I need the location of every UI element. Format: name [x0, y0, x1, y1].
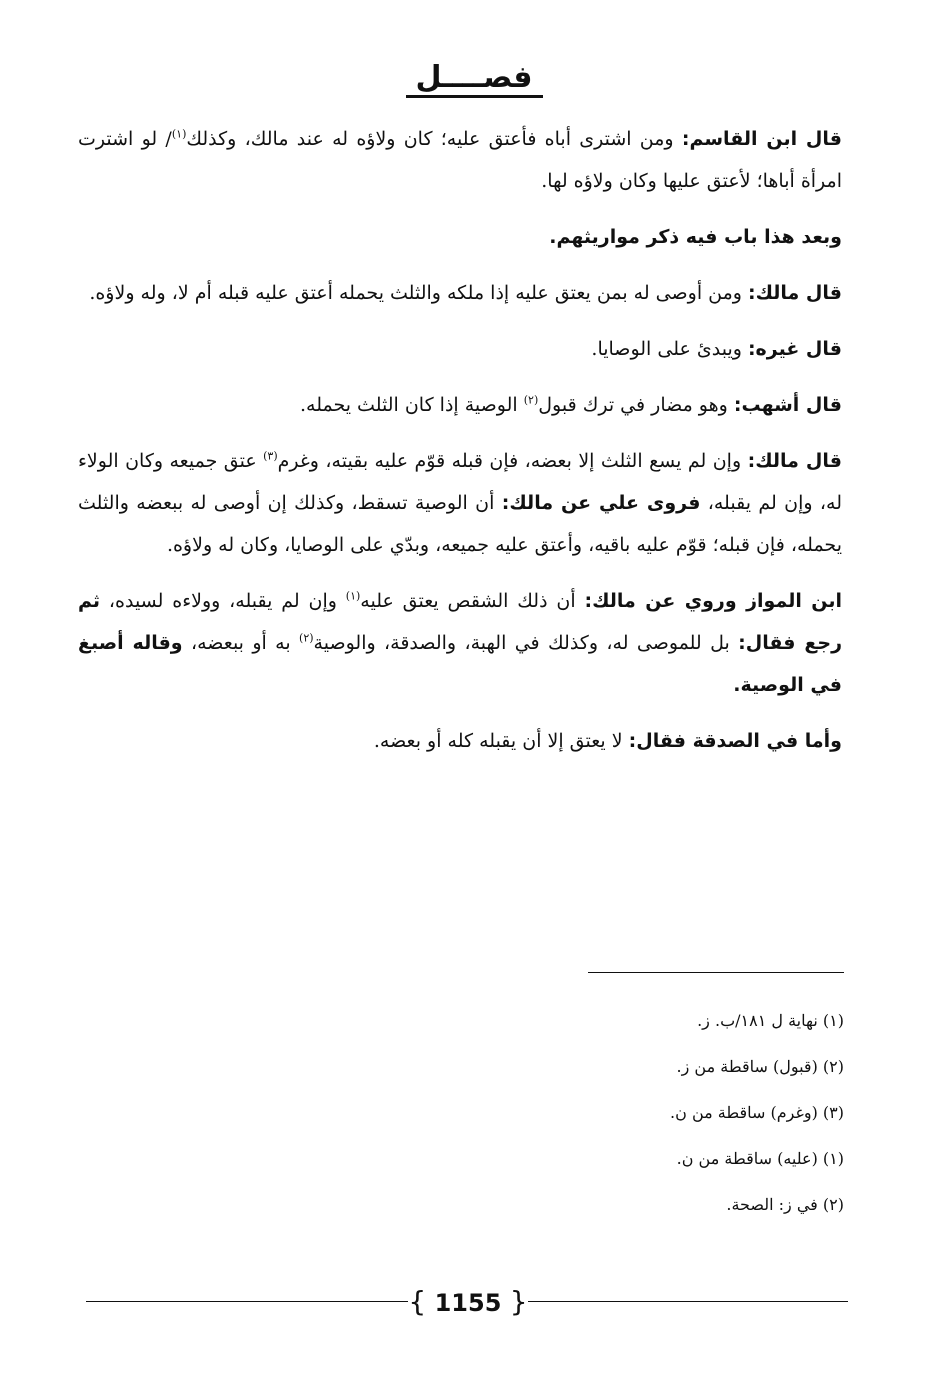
footnote: (٢) في ز: الصحة.	[726, 1195, 844, 1214]
footnotes	[300, 998, 844, 1228]
footnote: (١) نهاية ل ١٨١/ب. ز.	[697, 1011, 844, 1030]
paragraph	[78, 328, 842, 370]
paragraph-text: الوصية إذا كان الثلث يحمله.	[299, 394, 524, 416]
main-text	[78, 118, 842, 776]
bracket-right-icon: }	[509, 1285, 528, 1318]
speaker-label: فروى علي عن مالك:	[501, 492, 701, 514]
paragraph	[78, 720, 842, 762]
speaker-label: ثم رجع فقال:	[78, 590, 843, 654]
section-title-text: فصــــل	[406, 61, 543, 98]
paragraph-text: أن الوصية تسقط، وكذلك إن أوصى له ببعضه والثلث يحمله، فإن قبله؛ قوّم عليه باقيه، وأعتق عليه جميعه، وبدّي على الوصايا، وكان له ولاؤه.	[78, 492, 842, 556]
paragraph-text: وإن لم يقبله، وولاءه لسيده،	[100, 590, 346, 612]
speaker-label: وأما في الصدقة فقال:	[628, 730, 842, 752]
page-number-box	[408, 1280, 528, 1324]
paragraph-text: عتق جميعه وكان الولاء له، وإن لم يقبله،	[78, 450, 842, 514]
footnote-marker: (٢)	[299, 631, 314, 645]
footnote-separator	[588, 972, 844, 973]
paragraph-text: / لو اشترت امرأة أباها؛ لأعتق عليها وكان ولاؤه لها.	[78, 128, 842, 192]
footnote: (٣) (وغرم) ساقطة من ن.	[670, 1103, 844, 1122]
footer-rule-left	[86, 1301, 408, 1302]
paragraph	[78, 272, 842, 314]
paragraph	[78, 580, 842, 706]
section-title	[0, 60, 948, 98]
speaker-label: قال مالك:	[747, 450, 842, 472]
footnote: (٢) (قبول) ساقطة من ز.	[676, 1057, 844, 1076]
speaker-label: قال مالك:	[748, 282, 842, 304]
paragraph-text: ويبدئ على الوصايا.	[591, 338, 748, 360]
speaker-label: ابن المواز وروي عن مالك:	[584, 590, 843, 612]
paragraph-text: وهو مضار في ترك قبول	[538, 394, 734, 416]
footnote-marker: (١)	[345, 589, 361, 603]
page-number: 1155	[434, 1289, 502, 1317]
paragraph-text: لا يعتق إلا أن يقبله كله أو بعضه.	[373, 730, 629, 752]
paragraph	[78, 118, 842, 202]
page-footer	[86, 1280, 848, 1324]
paragraph-text: وإن لم يسع الثلث إلا بعضه، فإن قبله قوّم عليه بقيته، وغرم	[277, 450, 748, 472]
footnote: (١) (عليه) ساقطة من ن.	[676, 1149, 844, 1168]
paragraph	[78, 216, 842, 258]
speaker-label: قال غيره:	[747, 338, 842, 360]
paragraph	[78, 384, 842, 426]
paragraph-text: بل للموصى له، وكذلك في الهبة، والصدقة، والوصية	[313, 632, 739, 654]
bracket-left-icon: {	[408, 1285, 427, 1318]
paragraph-text: ومن أوصى له بمن يعتق عليه إذا ملكه والثلث يحمله أعتق عليه قبله أم لا، وله ولاؤه.	[89, 282, 748, 304]
paragraph-text: به أو ببعضه،	[182, 632, 300, 654]
footnote-marker: (٢)	[523, 393, 539, 407]
speaker-label: قال ابن القاسم:	[681, 128, 842, 150]
speaker-label: وقاله أصبغ في الوصية.	[78, 632, 842, 696]
paragraph-text: ومن اشترى أباه فأعتق عليه؛ كان ولاؤه له عند مالك، وكذلك	[186, 128, 682, 150]
paragraph-text: أن ذلك الشقص يعتق عليه	[360, 590, 585, 612]
footnote-marker: (٣)	[263, 449, 278, 463]
speaker-label: وبعد هذا باب فيه ذكر مواريثهم.	[549, 226, 842, 248]
paragraph	[78, 440, 842, 566]
speaker-label: قال أشهب:	[733, 394, 842, 416]
footer-rule-right	[528, 1301, 848, 1302]
footnote-marker: (١)	[171, 127, 187, 141]
